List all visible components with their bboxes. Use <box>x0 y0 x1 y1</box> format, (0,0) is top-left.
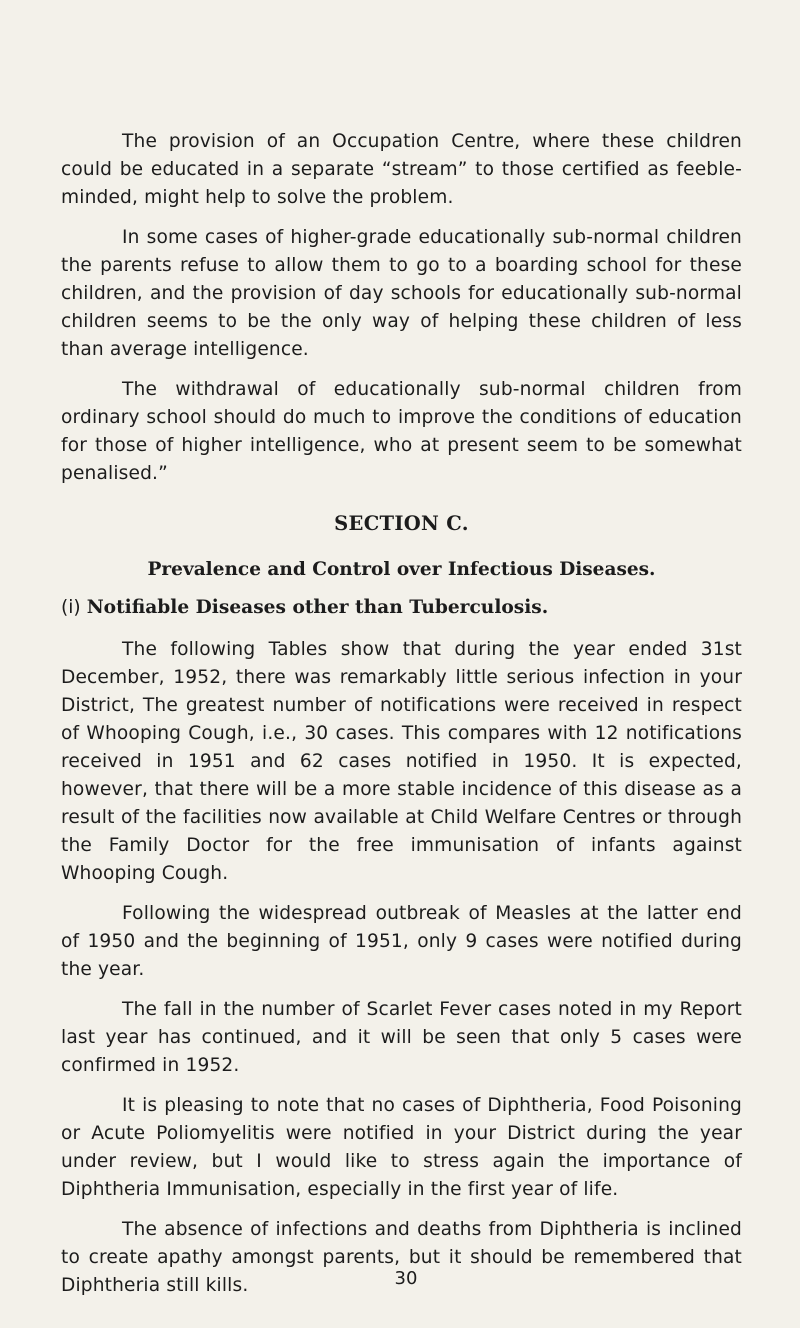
paragraph-scarlet-fever: The fall in the number of Scarlet Fever cases noted in my Report last year has continued, and it will be seen that only 5 cases were confirmed in 1952. <box>61 999 742 1076</box>
paragraph-whooping-cough: The following Tables show that during the year ended 31st December, 1952, there was remarkably little serious infection in your District, The greatest number of notifications were received in respect of Whooping Cough, i.e., 30 cases. This compares with 12 notifications received in 1951 and 62 cases notified in 1950. It is expected, however, that there will be a more stable incidence of this disease as a result of the facilities now available at Child Welfare Centres or through the Family Doctor for the free immunisation of infants against Whooping Cough. <box>61 639 742 884</box>
section-title: SECTION C. <box>334 512 469 535</box>
paragraph-withdrawal: The withdrawal of educationally sub-normal children from ordinary school should do much to improve the conditions of education for those of higher intelligence, who at present seem to be somewhat penalised.” <box>61 379 742 484</box>
paragraph-measles: Following the widespread outbreak of Measles at the latter end of 1950 and the beginning of 1951, only 9 cases were notified during the year. <box>61 903 742 980</box>
section-heading: Prevalence and Control over Infectious Diseases. <box>147 559 656 580</box>
paragraph-diphtheria: It is pleasing to note that no cases of Diphtheria, Food Poisoning or Acute Poliomyelitis were notified in your District during the year under review, but I would like to stress again the importance of Diphtheria Immunisation, especially in the first year of life. <box>61 1095 742 1200</box>
paragraph-day-schools: In some cases of higher-grade educationally sub-normal children the parents refuse to allow them to go to a boarding school for these children, and the provision of day schools for educationally sub-normal children seems to be the only way of helping these children of less than average intelligence. <box>61 227 742 360</box>
paragraph-apathy: The absence of infections and deaths from Diphtheria is inclined to create apathy amongst parents, but it should be remembered that Diphtheria still kills. <box>61 1219 742 1296</box>
subsection-number: (i) <box>61 597 81 618</box>
subsection-title: Notifiable Diseases other than Tuberculosis. <box>86 597 549 618</box>
page-number: 30 <box>394 1268 418 1289</box>
subsection-heading <box>61 594 742 622</box>
paragraph-occupation-centre: The provision of an Occupation Centre, where these children could be educated in a separate “stream” to those certified as feeble-minded, might help to solve the problem. <box>61 131 742 208</box>
